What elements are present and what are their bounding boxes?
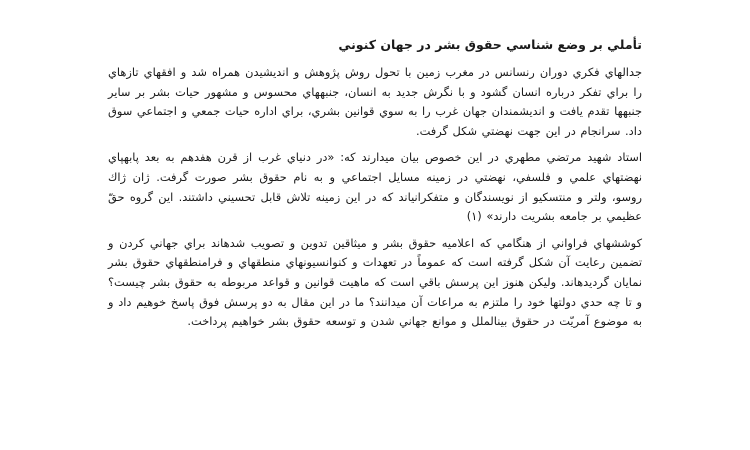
paragraph: جدالهاي فکري دوران رنسانس در مغرب زمين با تحول روش پژوهش و انديشيدن همراه شد و افقهاي تازهاي را براي تفکر درباره انسان گشود و با نگرش جديد به انسان، جنبههاي محسوس و مشهور حيات بشر بر ساير جنبهها تقدم يافت و انديشمندان جهان غرب را به سوي قوانين بشري، براي اداره حيات جمعي و اجتماعي سوق داد. سرانجام در اين جهت نهضتي شکل گرفت. [108, 65, 642, 138]
article-title: تأملي بر وضع شناسي حقوق بشر در جهان کنوني [338, 37, 642, 52]
paragraph: استاد شهيد مرتضي مطهري در اين خصوص بيان ميدارند که: «در دنياي غرب از قرن هفدهم به بعد پابهپاي نهضتهاي علمي و فلسفي، نهضتي در زمينه مسايل اجتماعي و به نام حقوق بشر صورت گرفت. ژان ژاك روسو، ولتر و منتسکيو از نويسندگان و متفکرانياند که در اين زمينه تلاش قابل تحسيني داشتند. اين گروه حقّ عظيمي بر جامعه بشريت دارند» (۱) [108, 150, 642, 224]
paragraph: کوششهاي فراواني از هنگامي که اعلاميه حقوق بشر و ميثاقين تدوين و تصويب شدهاند براي جهاني کردن و تضمين رعايت آن شکل گرفته است که عموماً در تعهدات و کنوانسيونهاي منطقهاي و فرامنطقهاي حقوق بشر نمايان گرديدهاند. وليکن هنوز اين پرسش باقي است که ماهيت قوانين و قواعد مربوطه به حقوق بشر چيست؟ و تا چه حدي دولتها خود را ملتزم به مراعات آن ميدانند؟ ما در اين مقال به دو پرسش فوق پاسخ خوهيم داد و به موضوع آمريّت در حقوق بينالملل و موانع جهاني شدن و توسعه حقوق بشر خواهيم پرداخت. [108, 235, 642, 329]
article [108, 36, 642, 339]
